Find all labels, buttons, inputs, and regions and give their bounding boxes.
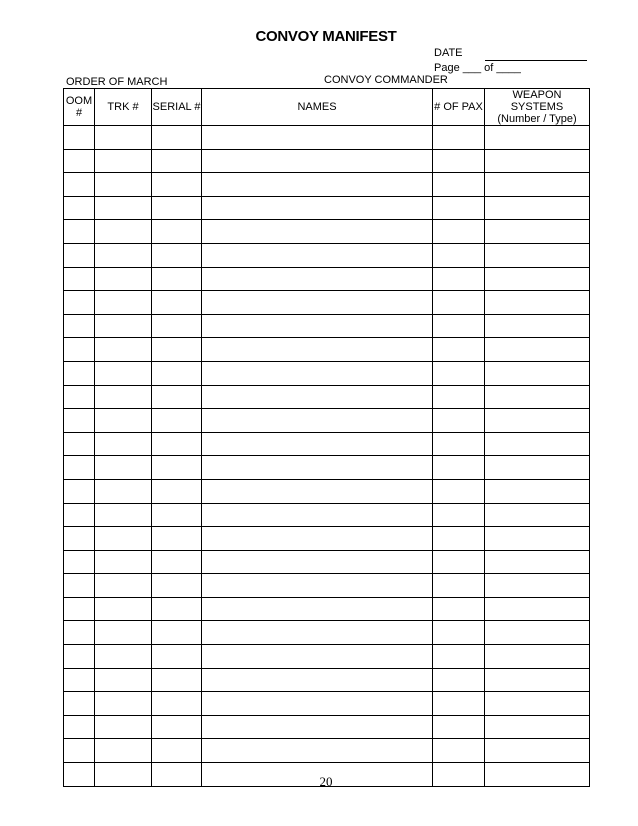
cell-trk[interactable] (95, 597, 152, 621)
cell-oom[interactable] (64, 668, 95, 692)
cell-serial[interactable] (152, 479, 202, 503)
cell-trk[interactable] (95, 574, 152, 598)
cell-oom[interactable] (64, 715, 95, 739)
cell-trk[interactable] (95, 126, 152, 150)
cell-oom[interactable] (64, 243, 95, 267)
convoy-commander-label: CONVOY COMMANDER (324, 74, 448, 86)
cell-oom[interactable] (64, 173, 95, 197)
column-header-weapons (485, 89, 590, 126)
cell-weapons[interactable] (485, 126, 590, 150)
cell-names[interactable] (202, 692, 433, 716)
table-row (64, 621, 590, 645)
cell-weapons[interactable] (485, 220, 590, 244)
column-header-oom (64, 89, 95, 126)
cell-serial[interactable] (152, 645, 202, 669)
cell-oom[interactable] (64, 361, 95, 385)
cell-names[interactable] (202, 243, 433, 267)
table-row (64, 668, 590, 692)
cell-names[interactable] (202, 479, 433, 503)
cell-names[interactable] (202, 597, 433, 621)
cell-serial[interactable] (152, 621, 202, 645)
table-header-row (64, 89, 590, 126)
cell-serial[interactable] (152, 739, 202, 763)
cell-pax[interactable] (433, 243, 485, 267)
cell-trk[interactable] (95, 715, 152, 739)
cell-weapons[interactable] (485, 574, 590, 598)
cell-names[interactable] (202, 550, 433, 574)
cell-pax[interactable] (433, 692, 485, 716)
cell-serial[interactable] (152, 149, 202, 173)
cell-oom[interactable] (64, 739, 95, 763)
cell-names[interactable] (202, 621, 433, 645)
cell-weapons[interactable] (485, 243, 590, 267)
cell-serial[interactable] (152, 527, 202, 551)
cell-serial[interactable] (152, 173, 202, 197)
cell-weapons[interactable] (485, 432, 590, 456)
cell-names[interactable] (202, 385, 433, 409)
order-of-march-label: ORDER OF MARCH (66, 76, 168, 88)
cell-oom[interactable] (64, 550, 95, 574)
cell-trk[interactable] (95, 503, 152, 527)
column-header-pax: # OF PAX (433, 89, 485, 126)
cell-oom[interactable] (64, 291, 95, 315)
cell-pax[interactable] (433, 314, 485, 338)
cell-weapons[interactable] (485, 456, 590, 480)
cell-pax[interactable] (433, 432, 485, 456)
cell-weapons[interactable] (485, 409, 590, 433)
cell-weapons[interactable] (485, 338, 590, 362)
cell-oom[interactable] (64, 149, 95, 173)
cell-oom[interactable] (64, 527, 95, 551)
cell-oom[interactable] (64, 409, 95, 433)
cell-oom[interactable] (64, 385, 95, 409)
table-row (64, 692, 590, 716)
cell-weapons[interactable] (485, 479, 590, 503)
table-row (64, 173, 590, 197)
cell-serial[interactable] (152, 715, 202, 739)
cell-weapons[interactable] (485, 668, 590, 692)
cell-names[interactable] (202, 527, 433, 551)
cell-weapons[interactable] (485, 739, 590, 763)
cell-pax[interactable] (433, 715, 485, 739)
cell-oom[interactable] (64, 267, 95, 291)
cell-trk[interactable] (95, 409, 152, 433)
cell-pax[interactable] (433, 739, 485, 763)
cell-weapons[interactable] (485, 527, 590, 551)
cell-oom[interactable] (64, 621, 95, 645)
document-title: CONVOY MANIFEST (255, 28, 397, 45)
cell-weapons[interactable] (485, 291, 590, 315)
cell-weapons[interactable] (485, 361, 590, 385)
table-row (64, 385, 590, 409)
cell-pax[interactable] (433, 385, 485, 409)
table-row (64, 715, 590, 739)
cell-serial[interactable] (152, 550, 202, 574)
oom-header-line2: # (75, 107, 83, 119)
cell-serial[interactable] (152, 243, 202, 267)
cell-weapons[interactable] (485, 597, 590, 621)
cell-serial[interactable] (152, 432, 202, 456)
cell-names[interactable] (202, 645, 433, 669)
page-of-field: Page ___ of ____ (434, 62, 521, 74)
weapons-header-line2: (Number / Type) (497, 113, 577, 125)
table-row (64, 503, 590, 527)
cell-serial[interactable] (152, 196, 202, 220)
cell-oom[interactable] (64, 126, 95, 150)
table-row (64, 739, 590, 763)
cell-serial[interactable] (152, 692, 202, 716)
cell-names[interactable] (202, 503, 433, 527)
cell-names[interactable] (202, 456, 433, 480)
cell-pax[interactable] (433, 361, 485, 385)
cell-pax[interactable] (433, 597, 485, 621)
cell-trk[interactable] (95, 645, 152, 669)
cell-pax[interactable] (433, 645, 485, 669)
cell-weapons[interactable] (485, 196, 590, 220)
cell-names[interactable] (202, 173, 433, 197)
table-row (64, 196, 590, 220)
cell-trk[interactable] (95, 267, 152, 291)
cell-names[interactable] (202, 668, 433, 692)
cell-trk[interactable] (95, 432, 152, 456)
column-header-trk: TRK # (95, 89, 152, 126)
table-row (64, 267, 590, 291)
cell-pax[interactable] (433, 267, 485, 291)
table-row (64, 149, 590, 173)
cell-names[interactable] (202, 149, 433, 173)
cell-serial[interactable] (152, 220, 202, 244)
cell-pax[interactable] (433, 479, 485, 503)
cell-trk[interactable] (95, 621, 152, 645)
manifest-table (63, 88, 590, 787)
cell-serial[interactable] (152, 503, 202, 527)
cell-oom[interactable] (64, 432, 95, 456)
cell-weapons[interactable] (485, 385, 590, 409)
cell-names[interactable] (202, 361, 433, 385)
cell-names[interactable] (202, 196, 433, 220)
table-row (64, 126, 590, 150)
cell-pax[interactable] (433, 173, 485, 197)
cell-names[interactable] (202, 314, 433, 338)
cell-weapons[interactable] (485, 149, 590, 173)
cell-pax[interactable] (433, 527, 485, 551)
table-row (64, 243, 590, 267)
cell-trk[interactable] (95, 692, 152, 716)
cell-names[interactable] (202, 220, 433, 244)
cell-trk[interactable] (95, 385, 152, 409)
cell-pax[interactable] (433, 550, 485, 574)
table-row (64, 550, 590, 574)
table-row (64, 220, 590, 244)
cell-trk[interactable] (95, 456, 152, 480)
cell-trk[interactable] (95, 220, 152, 244)
cell-weapons[interactable] (485, 267, 590, 291)
cell-trk[interactable] (95, 739, 152, 763)
table-row (64, 645, 590, 669)
column-header-serial: SERIAL # (152, 89, 202, 126)
table-row (64, 432, 590, 456)
cell-trk[interactable] (95, 173, 152, 197)
cell-oom[interactable] (64, 338, 95, 362)
cell-serial[interactable] (152, 668, 202, 692)
cell-weapons[interactable] (485, 503, 590, 527)
cell-trk[interactable] (95, 243, 152, 267)
cell-pax[interactable] (433, 621, 485, 645)
cell-trk[interactable] (95, 338, 152, 362)
cell-weapons[interactable] (485, 550, 590, 574)
cell-pax[interactable] (433, 668, 485, 692)
date-label: DATE (434, 47, 463, 59)
oom-header-line1: OOM (65, 95, 93, 107)
table-row (64, 597, 590, 621)
cell-serial[interactable] (152, 291, 202, 315)
date-field-line (485, 60, 587, 61)
cell-serial[interactable] (152, 456, 202, 480)
table-row (64, 338, 590, 362)
cell-serial[interactable] (152, 361, 202, 385)
cell-trk[interactable] (95, 668, 152, 692)
table-row (64, 527, 590, 551)
page-number: 20 (319, 774, 333, 789)
cell-names[interactable] (202, 267, 433, 291)
cell-oom[interactable] (64, 196, 95, 220)
cell-trk[interactable] (95, 291, 152, 315)
cell-trk[interactable] (95, 479, 152, 503)
cell-oom[interactable] (64, 597, 95, 621)
cell-trk[interactable] (95, 527, 152, 551)
cell-names[interactable] (202, 409, 433, 433)
cell-pax[interactable] (433, 409, 485, 433)
cell-pax[interactable] (433, 574, 485, 598)
cell-oom[interactable] (64, 314, 95, 338)
cell-weapons[interactable] (485, 645, 590, 669)
cell-serial[interactable] (152, 267, 202, 291)
cell-oom[interactable] (64, 645, 95, 669)
cell-oom[interactable] (64, 479, 95, 503)
manifest-table-body (64, 126, 590, 787)
cell-serial[interactable] (152, 126, 202, 150)
cell-serial[interactable] (152, 314, 202, 338)
weapons-header-line1: WEAPON SYSTEMS (510, 89, 564, 113)
cell-names[interactable] (202, 574, 433, 598)
cell-serial[interactable] (152, 574, 202, 598)
cell-trk[interactable] (95, 149, 152, 173)
cell-names[interactable] (202, 739, 433, 763)
table-row (64, 314, 590, 338)
cell-trk[interactable] (95, 196, 152, 220)
cell-names[interactable] (202, 432, 433, 456)
column-header-names: NAMES (202, 89, 433, 126)
cell-pax[interactable] (433, 196, 485, 220)
cell-trk[interactable] (95, 314, 152, 338)
cell-pax[interactable] (433, 126, 485, 150)
cell-pax[interactable] (433, 220, 485, 244)
table-row (64, 361, 590, 385)
cell-serial[interactable] (152, 597, 202, 621)
cell-oom[interactable] (64, 574, 95, 598)
table-row (64, 409, 590, 433)
cell-trk[interactable] (95, 550, 152, 574)
cell-weapons[interactable] (485, 692, 590, 716)
cell-serial[interactable] (152, 338, 202, 362)
cell-pax[interactable] (433, 456, 485, 480)
table-row (64, 291, 590, 315)
cell-weapons[interactable] (485, 715, 590, 739)
cell-names[interactable] (202, 291, 433, 315)
cell-weapons[interactable] (485, 314, 590, 338)
cell-pax[interactable] (433, 503, 485, 527)
cell-pax[interactable] (433, 338, 485, 362)
cell-trk[interactable] (95, 361, 152, 385)
cell-serial[interactable] (152, 385, 202, 409)
cell-names[interactable] (202, 126, 433, 150)
cell-oom[interactable] (64, 503, 95, 527)
cell-pax[interactable] (433, 149, 485, 173)
table-row (64, 574, 590, 598)
cell-pax[interactable] (433, 291, 485, 315)
cell-serial[interactable] (152, 409, 202, 433)
table-row (64, 479, 590, 503)
cell-weapons[interactable] (485, 621, 590, 645)
cell-oom[interactable] (64, 220, 95, 244)
cell-oom[interactable] (64, 456, 95, 480)
cell-names[interactable] (202, 338, 433, 362)
table-row (64, 456, 590, 480)
cell-oom[interactable] (64, 692, 95, 716)
cell-names[interactable] (202, 715, 433, 739)
cell-weapons[interactable] (485, 173, 590, 197)
